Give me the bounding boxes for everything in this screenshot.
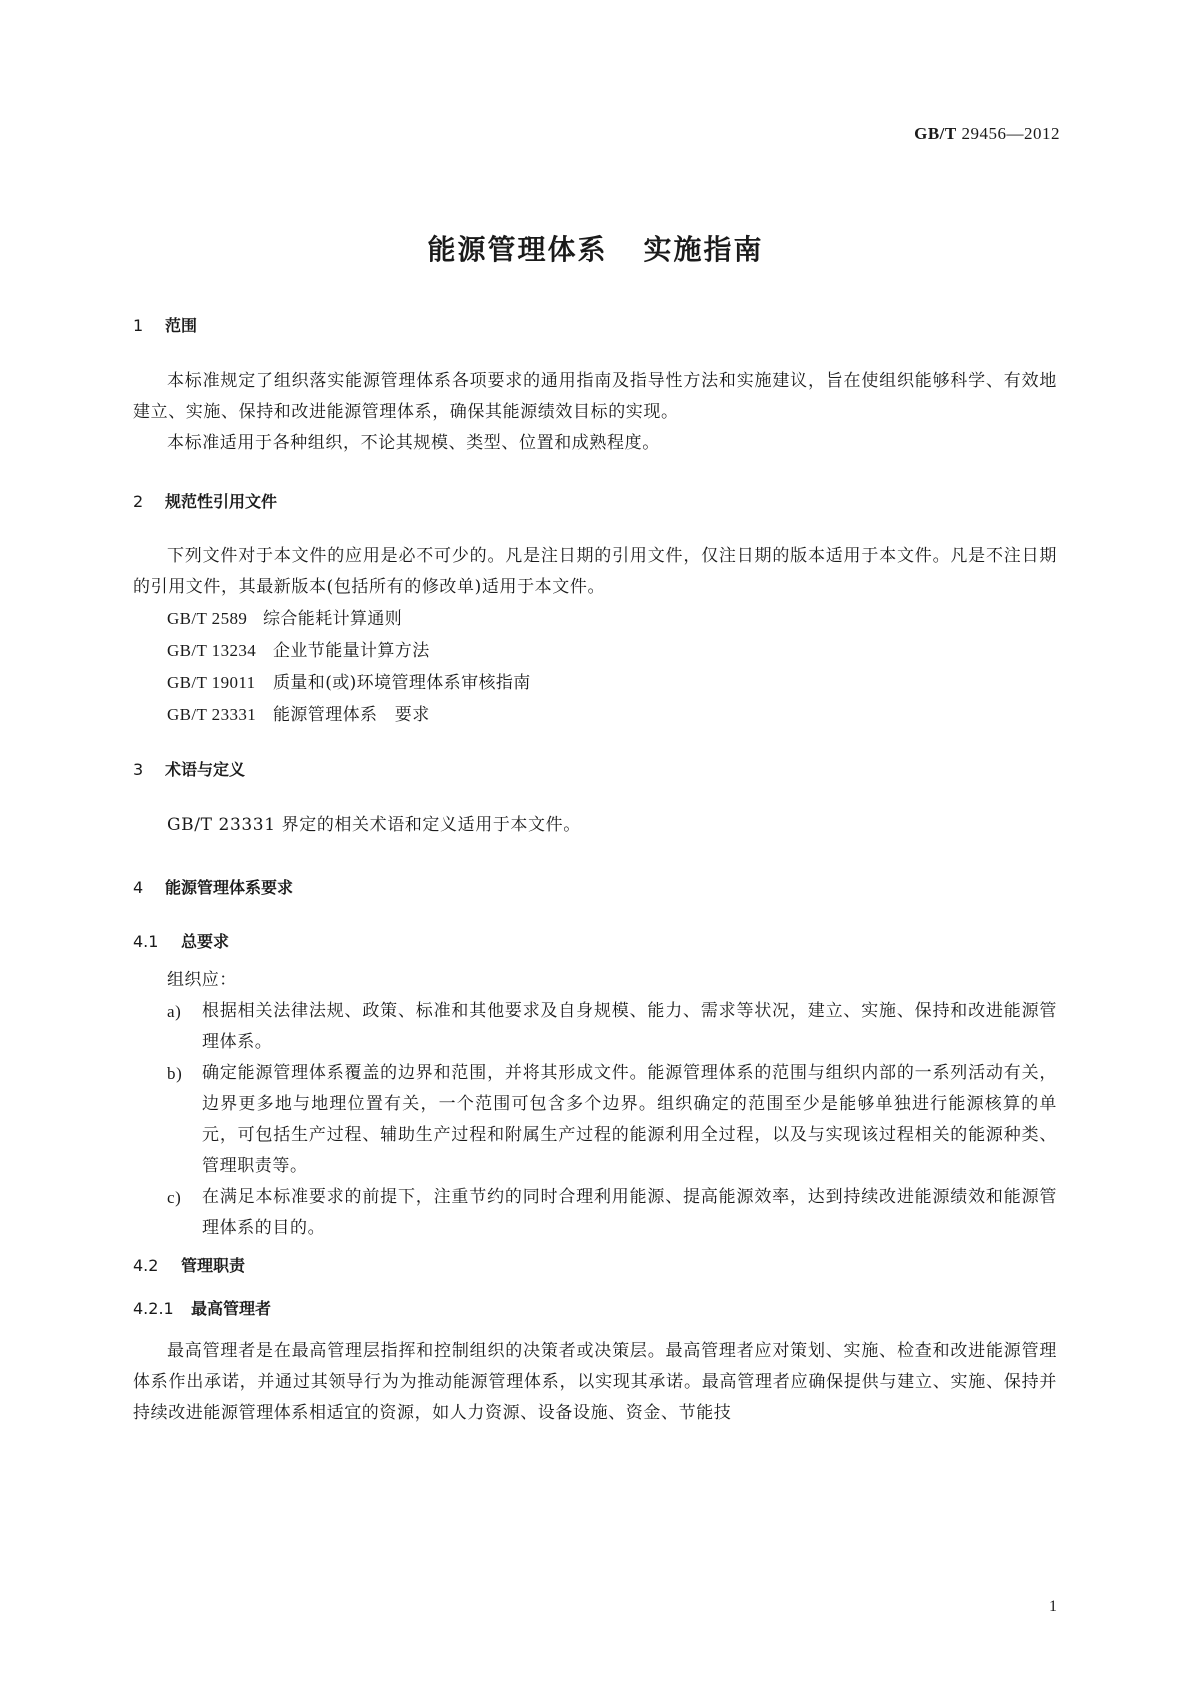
list-label: b) xyxy=(167,1064,183,1083)
heading-number: 4.2 xyxy=(133,1256,159,1275)
scope-paragraph-1: 本标准规定了组织落实能源管理体系各项要求的通用指南及指导性方法和实施建议，旨在使组织能够科学、有效地建立、实施、保持和改进能源管理体系，确保其能源绩效目标的实现。 xyxy=(133,371,1057,422)
scope-paragraph-2: 本标准适用于各种组织，不论其规模、类型、位置和成熟程度。 xyxy=(167,433,660,453)
heading-text: 范围 xyxy=(165,316,198,335)
heading-general-requirements xyxy=(133,929,1057,952)
references-body xyxy=(133,541,1057,731)
heading-text: 最高管理者 xyxy=(191,1299,272,1318)
list-label: c) xyxy=(167,1188,182,1207)
heading-number: 1 xyxy=(133,316,144,335)
list-item-c xyxy=(133,1182,1057,1244)
top-management-paragraph: 最高管理者是在最高管理层指挥和控制组织的决策者或决策层。最高管理者应对策划、实施、检查和改进能源管理体系作出承诺，并通过其领导行为为推动能源管理体系，以实现其承诺。最高管理者应确保提供与建立、实施、保持并持续改进能源管理体系相适宜的资源，如人力资源、设备设施、资金、节能技 xyxy=(133,1341,1057,1423)
heading-number: 3 xyxy=(133,760,144,779)
heading-top-management xyxy=(133,1296,1057,1319)
list-label: a) xyxy=(167,1002,182,1021)
heading-text: 管理职责 xyxy=(181,1256,246,1275)
heading-text: 术语与定义 xyxy=(165,760,246,779)
heading-text: 总要求 xyxy=(181,932,230,951)
title-part2: 实施指南 xyxy=(643,233,764,266)
reference-item: GB/T 2589 综合能耗计算通则 xyxy=(167,609,403,629)
list-text: 确定能源管理体系覆盖的边界和范围，并将其形成文件。能源管理体系的范围与组织内部的一系列活动有关，边界更多地与地理位置有关，一个范围可包含多个边界。组织确定的范围至少是能够单独进行能源核算的单元，可包括生产过程、辅助生产过程和附属生产过程的能源利用全过程，以及与实现该过程相关的能源种类、管理职责等。 xyxy=(202,1063,1057,1176)
standard-number xyxy=(914,124,1060,144)
standard-prefix: GB/T xyxy=(914,124,957,143)
heading-scope xyxy=(133,313,1057,336)
intro-line: 组织应： xyxy=(167,970,237,990)
list-text: 在满足本标准要求的前提下，注重节约的同时合理利用能源、提高能源效率，达到持续改进能源绩效和能源管理体系的目的。 xyxy=(202,1187,1057,1238)
heading-text: 能源管理体系要求 xyxy=(165,878,294,897)
heading-number: 4.2.1 xyxy=(133,1299,174,1318)
terms-paragraph: GB/T 23331 界定的相关术语和定义适用于本文件。 xyxy=(167,815,581,835)
heading-number: 4 xyxy=(133,878,144,897)
reference-item: GB/T 13234 企业节能量计算方法 xyxy=(167,641,430,661)
heading-terms-definitions xyxy=(133,757,1057,780)
title-part1: 能源管理体系 xyxy=(427,233,608,266)
list-item-b xyxy=(133,1058,1057,1182)
heading-text: 规范性引用文件 xyxy=(165,492,278,511)
heading-number: 4.1 xyxy=(133,932,159,951)
references-paragraph: 下列文件对于本文件的应用是必不可少的。凡是注日期的引用文件，仅注日期的版本适用于本文件。凡是不注日期的引用文件，其最新版本(包括所有的修改单)适用于本文件。 xyxy=(133,546,1057,597)
document-title xyxy=(0,228,1191,268)
list-text: 根据相关法律法规、政策、标准和其他要求及自身规模、能力、需求等状况，建立、实施、保持和改进能源管理体系。 xyxy=(202,1001,1057,1052)
reference-item: GB/T 19011 质量和(或)环境管理体系审核指南 xyxy=(167,673,531,693)
page-number: 1 xyxy=(1049,1598,1057,1615)
general-requirements-body xyxy=(133,965,1057,1244)
scope-body xyxy=(133,366,1057,459)
heading-normative-references xyxy=(133,489,1057,512)
heading-management-responsibility xyxy=(133,1253,1057,1276)
heading-number: 2 xyxy=(133,492,144,511)
terms-body xyxy=(133,810,1057,841)
heading-enms-requirements xyxy=(133,875,1057,898)
reference-item: GB/T 23331 能源管理体系 要求 xyxy=(167,705,430,725)
standard-code: 29456—2012 xyxy=(961,124,1060,143)
list-item-a xyxy=(133,996,1057,1058)
top-management-body xyxy=(133,1336,1057,1429)
